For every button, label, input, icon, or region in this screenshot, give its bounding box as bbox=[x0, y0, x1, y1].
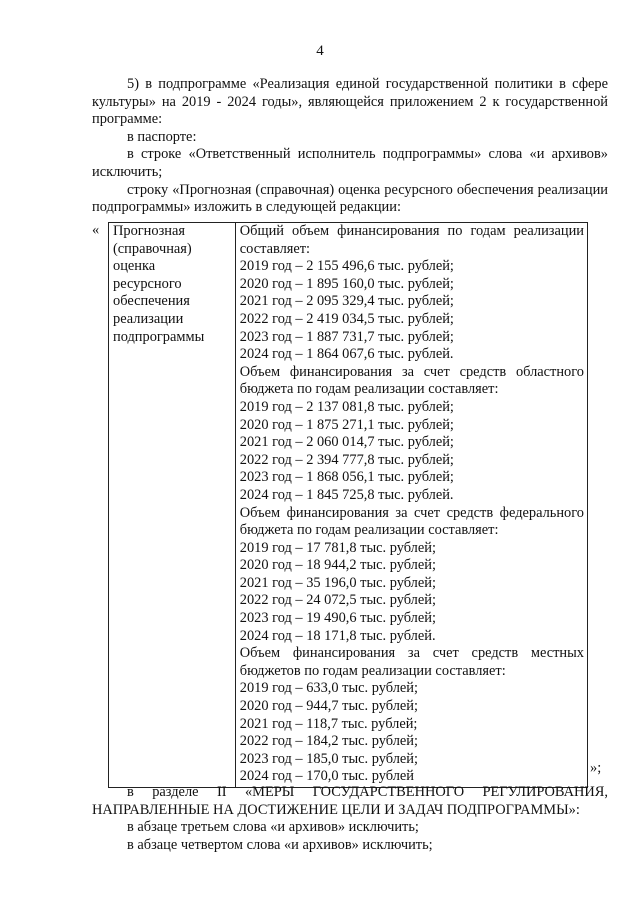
funding-group-heading: Объем финансирования за счет средств федерального бюджета по годам реализации составляет: bbox=[239, 504, 584, 539]
funding-year-row: 2020 год – 944,7 тыс. рублей; bbox=[239, 698, 418, 715]
funding-year-row: 2019 год – 633,0 тыс. рублей; bbox=[239, 680, 418, 697]
funding-group-federal bbox=[240, 505, 584, 646]
funding-year-row: 2022 год – 24 072,5 тыс. рублей; bbox=[239, 592, 436, 609]
funding-year-row: 2023 год – 1 887 731,7 тыс. рублей; bbox=[239, 328, 454, 345]
label-cell bbox=[109, 223, 236, 788]
section-ii-paragraph: в разделе II «МЕРЫ ГОСУДАРСТВЕННОГО РЕГУЛИРОВАНИЯ, НАПРАВЛЕННЫЕ НА ДОСТИЖЕНИЕ ЦЕЛИ И ЗАДАЧ ПОДПРОГРАММЫ»: bbox=[92, 784, 608, 818]
label-line: Прогнозная bbox=[113, 223, 185, 239]
funding-group-heading: Объем финансирования за счет средств местных бюджетов по годам реализации составляет: bbox=[239, 645, 584, 679]
funding-year-row: 2021 год – 118,7 тыс. рублей; bbox=[239, 715, 418, 732]
after-section bbox=[92, 784, 608, 854]
funding-year-row: 2021 год – 35 196,0 тыс. рублей; bbox=[239, 574, 436, 591]
closing-quote: »; bbox=[590, 760, 602, 776]
funding-group-total bbox=[240, 223, 584, 364]
funding-group-local bbox=[240, 645, 584, 786]
label-line: (справочная) bbox=[113, 240, 192, 257]
funding-year-row: 2024 год – 1 845 725,8 тыс. рублей. bbox=[239, 486, 454, 503]
funding-year-row: 2020 год – 18 944,2 тыс. рублей; bbox=[239, 557, 436, 574]
funding-year-row: 2024 год – 18 171,8 тыс. рублей. bbox=[239, 627, 436, 644]
funding-group-heading: Объем финансирования за счет средств областного бюджета по годам реализации составляет: bbox=[239, 363, 584, 398]
funding-year-row: 2023 год – 19 490,6 тыс. рублей; bbox=[239, 610, 436, 627]
funding-year-row: 2019 год – 2 155 496,6 тыс. рублей; bbox=[239, 258, 454, 275]
opening-quote: « bbox=[92, 222, 100, 238]
label-line: обеспечения bbox=[113, 293, 190, 310]
label-line: ресурсного bbox=[113, 275, 182, 292]
funding-year-row: 2022 год – 2 394 777,8 тыс. рублей; bbox=[239, 451, 454, 468]
funding-group-regional bbox=[240, 364, 584, 505]
funding-year-row: 2019 год – 2 137 081,8 тыс. рублей; bbox=[239, 398, 454, 415]
funding-year-row: 2023 год – 1 868 056,1 тыс. рублей; bbox=[239, 469, 454, 486]
funding-year-row: 2024 год – 170,0 тыс. рублей bbox=[239, 768, 414, 785]
intro-paragraph-passport: в паспорте: bbox=[127, 128, 197, 145]
funding-year-row: 2020 год – 1 875 271,1 тыс. рублей; bbox=[239, 416, 454, 433]
funding-year-row: 2022 год – 2 419 034,5 тыс. рублей; bbox=[239, 310, 454, 327]
paragraph-third-amendment: в абзаце третьем слова «и архивов» исключить; bbox=[127, 819, 419, 836]
funding-year-row: 2023 год – 185,0 тыс. рублей; bbox=[239, 750, 418, 767]
intro-paragraph-responsible-executor: в строке «Ответственный исполнитель подпрограммы» слова «и архивов» исключить; bbox=[92, 146, 608, 180]
paragraph-fourth-amendment: в абзаце четвертом слова «и архивов» исключить; bbox=[127, 836, 433, 853]
value-cell bbox=[235, 223, 587, 788]
funding-year-row: 2022 год – 184,2 тыс. рублей; bbox=[239, 733, 418, 750]
funding-year-row: 2024 год – 1 864 067,6 тыс. рублей. bbox=[239, 346, 454, 363]
intro-paragraph-forecast-row: строку «Прогнозная (справочная) оценка ресурсного обеспечения реализации подпрограммы» изложить в следующей редакции: bbox=[92, 181, 608, 216]
funding-year-row: 2021 год – 2 095 329,4 тыс. рублей; bbox=[239, 293, 454, 310]
funding-group-heading: Общий объем финансирования по годам реализации составляет: bbox=[239, 223, 584, 257]
intro-paragraph-subprogram: 5) в подпрограмме «Реализация единой государственной политики в сфере культуры» на 2019 - 2024 годы», являющейся приложением 2 к государственной программе: bbox=[92, 76, 608, 128]
funding-year-row: 2020 год – 1 895 160,0 тыс. рублей; bbox=[239, 275, 454, 292]
passport-table-block bbox=[92, 222, 608, 785]
page-number: 4 bbox=[316, 43, 324, 59]
label-line: оценка bbox=[113, 258, 156, 275]
funding-year-row: 2021 год – 2 060 014,7 тыс. рублей; bbox=[239, 434, 454, 451]
label-line: реализации bbox=[113, 310, 184, 327]
label-line: подпрограммы bbox=[113, 328, 205, 345]
passport-table-row bbox=[109, 223, 588, 788]
intro-section bbox=[92, 76, 608, 217]
funding-year-row: 2019 год – 17 781,8 тыс. рублей; bbox=[239, 539, 436, 556]
passport-table bbox=[108, 222, 588, 788]
